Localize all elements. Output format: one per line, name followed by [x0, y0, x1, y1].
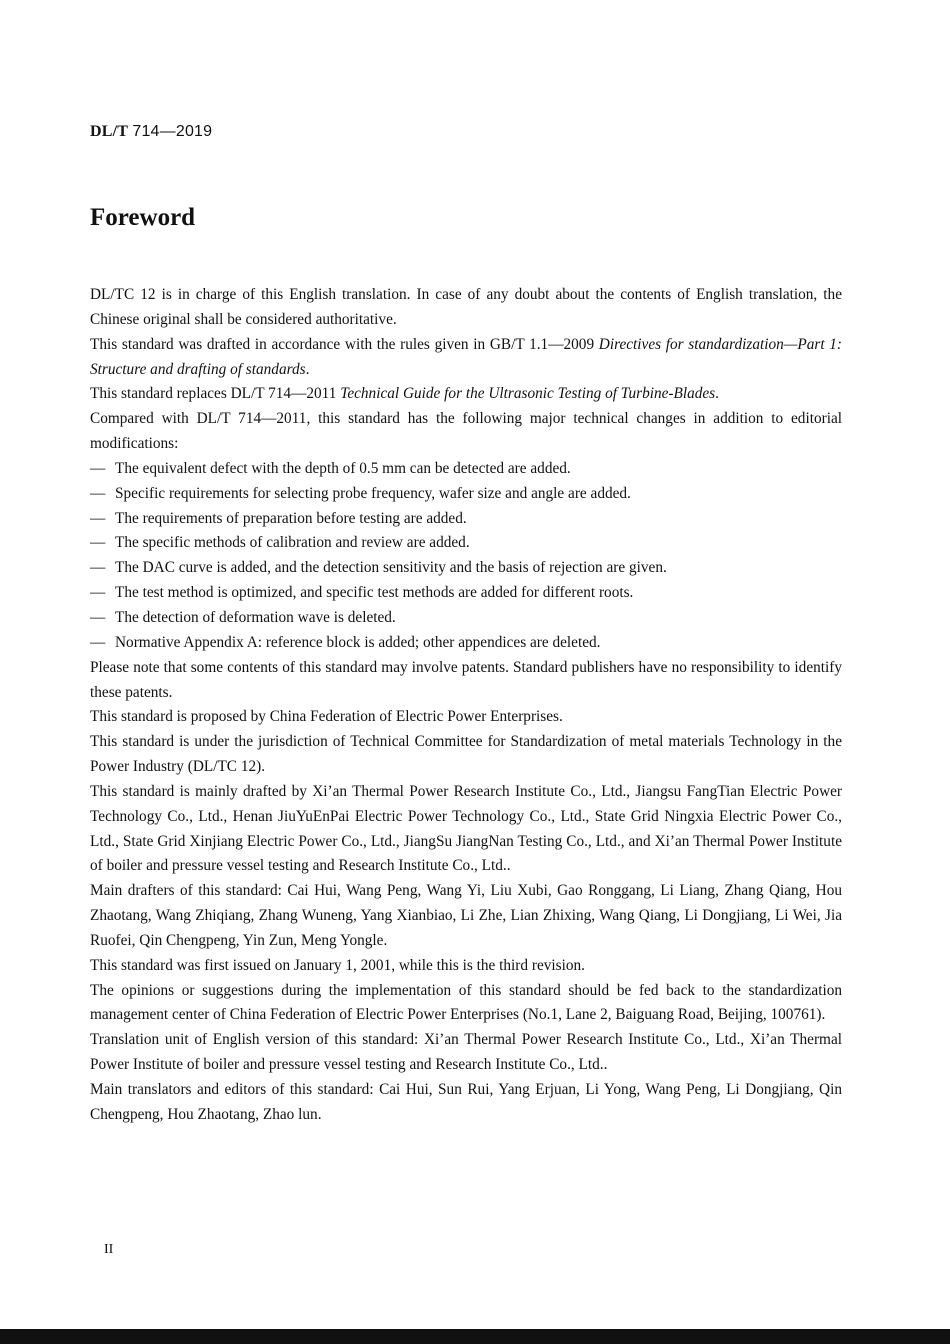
paragraph-translators: Main translators and editors of this standard: Cai Hui, Sun Rui, Yang Erjuan, Li Yong, Wang Peng, Li Dongjiang, Qin Chengpeng, Hou Zhaotang, Zhao lun. [90, 1081, 842, 1123]
dash-marker: — [90, 509, 106, 527]
dash-marker: — [90, 633, 106, 651]
paragraph-drafting-rules: This standard was drafted in accordance with the rules given in GB/T 1.1—2009 Directives for standardization—Part 1: Structure and drafting of standards. [90, 335, 842, 378]
standard-code: DL/T [90, 123, 129, 140]
list-item: — The requirements of preparation before testing are added. [90, 507, 842, 532]
changes-list [90, 457, 842, 656]
dash-marker: — [90, 584, 106, 602]
page-bottom-edge [0, 1329, 950, 1344]
list-item: — The DAC curve is added, and the detection sensitivity and the basis of rejection are given. [90, 556, 842, 581]
paragraph-issue-history: This standard was first issued on January 1, 2001, while this is the third revision. [90, 956, 585, 974]
page-number: II [104, 1242, 114, 1257]
paragraph-jurisdiction: This standard is under the jurisdiction of Technical Committee for Standardization of metal materials Technology in the Power Industry (DL/TC 12). [90, 733, 842, 776]
dash-marker: — [90, 459, 106, 477]
replaced-standard-title: Technical Guide for the Ultrasonic Testing of Turbine-Blades [340, 385, 716, 403]
paragraph-proposed: This standard is proposed by China Federation of Electric Power Enterprises. [90, 708, 563, 726]
paragraph-drafting-units: This standard is mainly drafted by Xi’an Thermal Power Research Institute Co., Ltd., Jiangsu FangTian Electric Power Technology Co., Ltd., Henan JiuYuEnPai Electric Power Technology Co., Ltd., State Grid Ningxia Electric Power Co., Ltd., State Grid Xinjiang Electric Power Co., Ltd., JiangSu JiangNan Testing Co., Ltd., and Xi’an Thermal Power Institute of boiler and pressure vessel testing and Research Institute Co., Ltd.. [90, 782, 842, 875]
directive-title: Directives for standardization—Part 1: Structure and drafting of standards [90, 335, 842, 378]
paragraph-drafters: Main drafters of this standard: Cai Hui, Wang Peng, Wang Yi, Liu Xubi, Gao Ronggang, Li Liang, Zhang Qiang, Hou Zhaotang, Wang Zhiqiang, Zhang Wuneng, Yang Xianbiao, Li Zhe, Lian Zhixing, Wang Qiang, Li Dongjiang, Li Wei, Jia Ruofei, Qin Chengpeng, Yin Zun, Meng Yongle. [90, 882, 842, 949]
foreword-body [90, 283, 842, 1128]
dash-marker: — [90, 559, 106, 577]
dash-marker: — [90, 484, 106, 502]
list-item: — Specific requirements for selecting probe frequency, wafer size and angle are added. [90, 482, 842, 507]
paragraph-patents: Please note that some contents of this standard may involve patents. Standard publishers have no responsibility to identify these patents. [90, 658, 842, 701]
list-item: — Normative Appendix A: reference block is added; other appendices are deleted. [90, 631, 842, 656]
paragraph-changes-intro: Compared with DL/T 714—2011, this standard has the following major technical changes in addition to editorial modifications: [90, 410, 842, 453]
paragraph-translation-unit: Translation unit of English version of this standard: Xi’an Thermal Power Research Institute Co., Ltd., Xi’an Thermal Power Institute of boiler and pressure vessel testing and Research Institute Co., Ltd.. [90, 1031, 842, 1074]
list-item: — The detection of deformation wave is deleted. [90, 606, 842, 631]
standard-header [90, 123, 212, 141]
paragraph-translation-note: DL/TC 12 is in charge of this English translation. In case of any doubt about the contents of English translation, the Chinese original shall be considered authoritative. [90, 286, 842, 328]
page-title: Foreword [90, 204, 196, 231]
paragraph-replaces: This standard replaces DL/T 714—2011 Technical Guide for the Ultrasonic Testing of Turbine-Blades. [90, 385, 719, 403]
list-item: — The specific methods of calibration and review are added. [90, 531, 842, 556]
dash-marker: — [90, 534, 106, 552]
list-item: — The equivalent defect with the depth of 0.5 mm can be detected are added. [90, 457, 842, 482]
dash-marker: — [90, 608, 106, 626]
standard-number: 714—2019 [132, 123, 213, 140]
paragraph-feedback: The opinions or suggestions during the implementation of this standard should be fed back to the standardization management center of China Federation of Electric Power Enterprises (No.1, Lane 2, Baiguang Road, Beijing, 100761). [90, 981, 842, 1024]
list-item: — The test method is optimized, and specific test methods are added for different roots. [90, 581, 842, 606]
